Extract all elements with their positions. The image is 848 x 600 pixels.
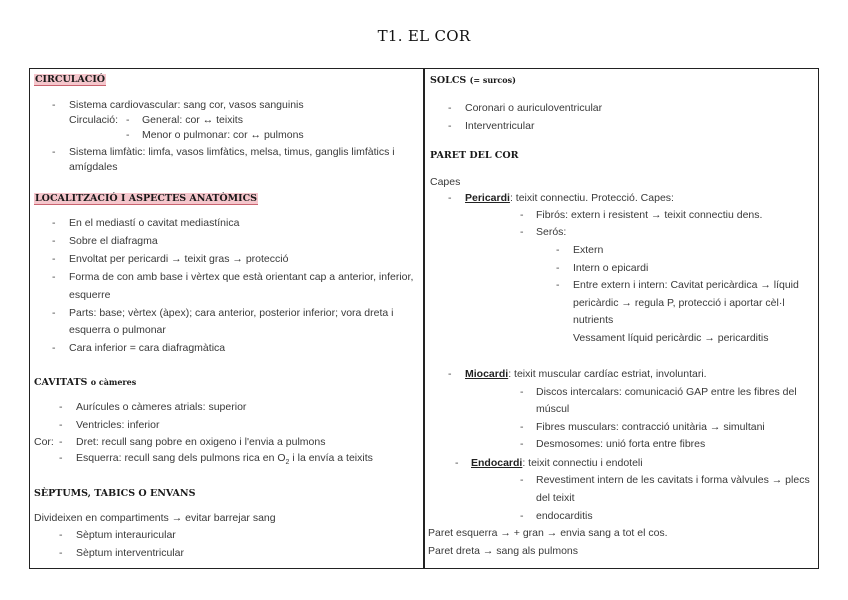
list-item: pericàrdic → regula P, protecció i aportar cèl·l xyxy=(573,297,785,309)
bullet-dash: - xyxy=(448,120,452,132)
list-item: Coronari o auriculoventricular xyxy=(465,102,603,114)
bullet-dash: - xyxy=(520,209,524,221)
list-item: Interventricular xyxy=(465,120,535,132)
bullet-dash: - xyxy=(52,307,56,319)
bullet-dash: - xyxy=(59,452,63,464)
list-item: Ventricles: inferior xyxy=(76,419,160,431)
right-column xyxy=(425,68,819,569)
bullet-dash: - xyxy=(556,244,560,256)
list-item: Sèptum interauricular xyxy=(76,529,176,541)
list-item: Intern o epicardi xyxy=(573,262,649,274)
section-heading-cavitats: CAVITATS o càmeres xyxy=(34,377,137,388)
list-item: nutrients xyxy=(573,314,614,326)
list-item: Sistema limfàtic: limfa, vasos limfàtics, melsa, timus, ganglis limfàtics i xyxy=(69,146,395,158)
bullet-dash: - xyxy=(52,217,56,229)
list-item: Esquerra: recull sang dels pulmons rica en $O_2$ i la envía a teixits xyxy=(76,452,373,467)
list-item: Sobre el diafragma xyxy=(69,235,158,247)
list-item: Discos intercalars: comunicació GAP entre les fibres del xyxy=(536,386,797,398)
list-item: Sistema cardiovascular: sang cor, vasos sanguinis xyxy=(69,99,304,111)
list-item: Vessament líquid pericàrdic → pericarditis xyxy=(573,332,769,344)
bullet-dash: - xyxy=(520,510,524,522)
bullet-dash: - xyxy=(520,438,524,450)
bullet-dash: - xyxy=(126,114,130,126)
bullet-dash: - xyxy=(52,253,56,265)
bullet-dash: - xyxy=(59,436,63,448)
list-item: Fibrós: extern i resistent → teixit connectiu dens. xyxy=(536,209,763,221)
list-item: Menor o pulmonar: cor ↔ pulmons xyxy=(142,129,304,141)
list-item: Pericardi: teixit connectiu. Protecció. Capes: xyxy=(465,192,674,204)
bullet-dash: - xyxy=(126,129,130,141)
bullet-dash: - xyxy=(59,419,63,431)
list-item: Paret esquerra → + gran → envia sang a tot el cos. xyxy=(428,527,668,539)
bullet-dash: - xyxy=(520,474,524,486)
list-item: En el mediastí o cavitat mediastínica xyxy=(69,217,240,229)
bullet-dash: - xyxy=(520,226,524,238)
list-item: amígdales xyxy=(69,161,118,173)
list-item: Miocardi: teixit muscular cardíac estriat, involuntari. xyxy=(465,368,707,380)
bullet-dash: - xyxy=(556,262,560,274)
list-item: endocarditis xyxy=(536,510,593,522)
list-item: Divideixen en compartiments → evitar barrejar sang xyxy=(34,512,276,524)
bullet-dash: - xyxy=(52,99,56,111)
list-item: Forma de con amb base i vèrtex que està orientant cap a anterior, inferior, xyxy=(69,271,414,283)
list-item: Paret dreta → sang als pulmons xyxy=(428,545,578,557)
list-item: esquerra o pulmonar xyxy=(69,324,166,336)
list-item: esquerre xyxy=(69,289,111,301)
page-title: T1. EL COR xyxy=(377,27,471,45)
bullet-dash: - xyxy=(59,529,63,541)
bullet-dash: - xyxy=(520,421,524,433)
left-column xyxy=(29,68,423,569)
list-item: Desmosomes: unió forta entre fibres xyxy=(536,438,706,450)
list-item: Fibres musculars: contracció unitària → simultani xyxy=(536,421,765,433)
bullet-dash: - xyxy=(52,146,56,158)
list-item: Entre extern i intern: Cavitat pericàrdica → líquid xyxy=(573,279,799,291)
section-heading-solcs: SOLCS (= surcos) xyxy=(430,75,516,86)
section-heading-septums: SÈPTUMS, TABICS O ENVANS xyxy=(34,488,196,499)
list-item: Capes xyxy=(430,176,461,188)
bullet-dash: - xyxy=(52,271,56,283)
bullet-dash: - xyxy=(59,401,63,413)
list-item: Endocardi: teixit connectiu i endoteli xyxy=(471,457,643,469)
list-item: Parts: base; vèrtex (àpex); cara anterior, posterior inferior; vora dreta i xyxy=(69,307,394,319)
section-heading-localitzacio: LOCALITZACIÓ I ASPECTES ANATÒMICS xyxy=(35,193,258,204)
bullet-dash: - xyxy=(520,386,524,398)
list-item: Aurícules o càmeres atrials: superior xyxy=(76,401,247,413)
bullet-dash: - xyxy=(455,457,459,469)
bullet-dash: - xyxy=(556,279,560,291)
list-item: Sèptum interventricular xyxy=(76,547,184,559)
list-item: del teixit xyxy=(536,492,575,504)
list-item: Extern xyxy=(573,244,604,256)
list-item: Envoltat per pericardi → teixit gras → protecció xyxy=(69,253,289,265)
bullet-dash: - xyxy=(59,547,63,559)
bullet-dash: - xyxy=(448,192,452,204)
bullet-dash: - xyxy=(52,342,56,354)
section-heading-paret: PARET DEL COR xyxy=(430,150,519,161)
list-item: Revestiment intern de les cavitats i forma vàlvules → plecs xyxy=(536,474,810,486)
section-heading-circulacio: CIRCULACIÓ xyxy=(35,74,106,85)
list-item: General: cor ↔ teixits xyxy=(142,114,243,126)
bullet-dash: - xyxy=(448,102,452,114)
list-item: Cara inferior = cara diafragmàtica xyxy=(69,342,226,354)
list-item: múscul xyxy=(536,403,570,415)
list-item: Circulació: xyxy=(69,114,119,126)
list-label: Cor: xyxy=(34,436,54,448)
bullet-dash: - xyxy=(52,235,56,247)
bullet-dash: - xyxy=(448,368,452,380)
list-item: Serós: xyxy=(536,226,567,238)
list-item: Dret: recull sang pobre en oxigeno i l'envia a pulmons xyxy=(76,436,326,448)
